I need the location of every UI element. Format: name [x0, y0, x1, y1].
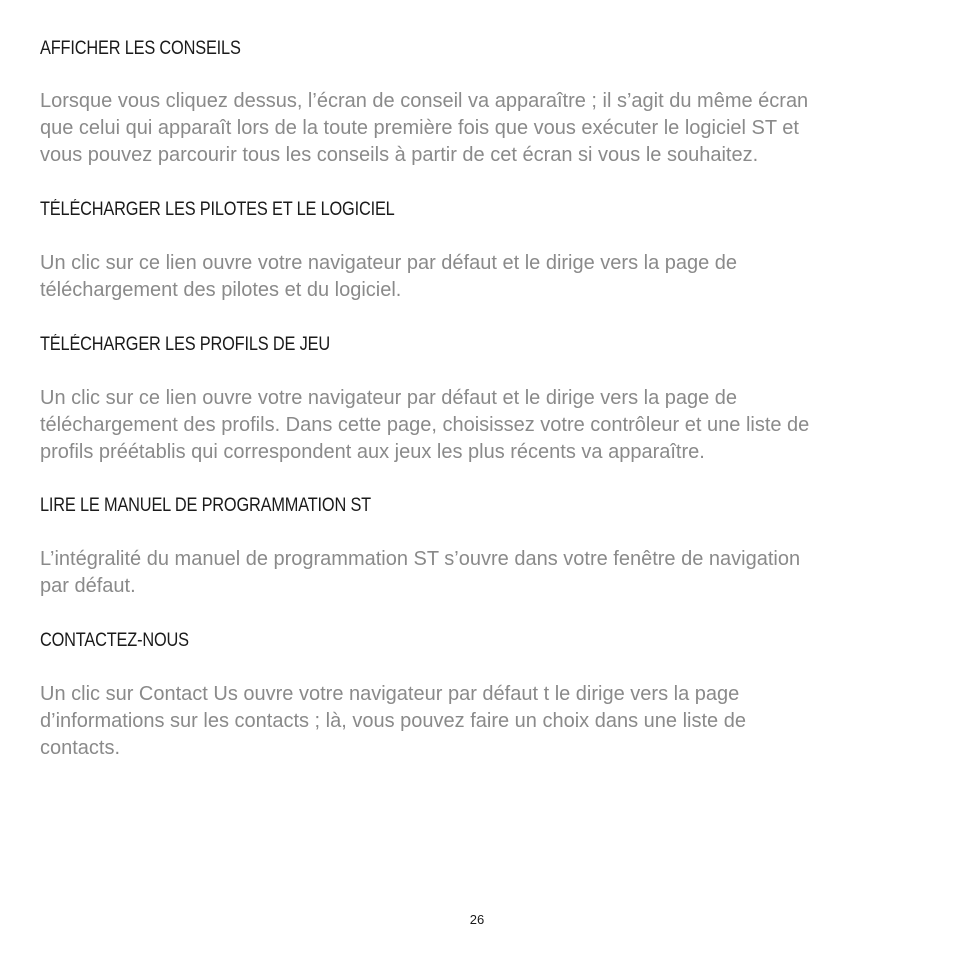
section-heading: AFFICHER LES CONSEILS	[40, 38, 241, 59]
section-body	[40, 681, 910, 762]
section-show-tips	[40, 38, 910, 169]
section-read-manual	[40, 495, 910, 600]
body-line: Un clic sur ce lien ouvre votre navigateur par défaut et le dirige vers la page de	[40, 387, 738, 409]
page-number: 26	[469, 912, 485, 927]
section-heading: LIRE LE MANUEL DE PROGRAMMATION ST	[40, 495, 371, 516]
body-line: Un clic sur ce lien ouvre votre navigateur par défaut et le dirige vers la page de	[40, 252, 738, 274]
section-body	[40, 88, 910, 169]
section-body	[40, 385, 910, 466]
section-download-profiles	[40, 334, 910, 466]
section-download-drivers	[40, 199, 910, 304]
body-line: par défaut.	[40, 575, 136, 597]
section-contact-us	[40, 630, 910, 762]
section-heading: TÉLÉCHARGER LES PILOTES ET LE LOGICIEL	[40, 199, 395, 220]
body-line: contacts.	[40, 737, 121, 759]
body-line: téléchargement des pilotes et du logiciel.	[40, 279, 402, 301]
section-body	[40, 546, 910, 600]
section-heading: TÉLÉCHARGER LES PROFILS DE JEU	[40, 334, 330, 355]
body-line: téléchargement des profils. Dans cette page, choisissez votre contrôleur et une liste de	[40, 414, 810, 436]
body-line: d’informations sur les contacts ; là, vous pouvez faire un choix dans une liste de	[40, 710, 746, 732]
body-line: profils préétablis qui correspondent aux jeux les plus récents va apparaître.	[40, 441, 705, 463]
body-line: vous pouvez parcourir tous les conseils à partir de cet écran si vous le souhaitez.	[40, 144, 759, 166]
body-line: que celui qui apparaît lors de la toute première fois que vous exécuter le logiciel ST et	[40, 117, 799, 139]
body-line: Lorsque vous cliquez dessus, l’écran de conseil va apparaître ; il s’agit du même écran	[40, 90, 809, 112]
body-line: L’intégralité du manuel de programmation ST s’ouvre dans votre fenêtre de navigation	[40, 548, 801, 570]
body-line: Un clic sur Contact Us ouvre votre navigateur par défaut t le dirige vers la page	[40, 683, 740, 705]
section-heading: CONTACTEZ-NOUS	[40, 630, 189, 651]
section-body	[40, 250, 910, 304]
